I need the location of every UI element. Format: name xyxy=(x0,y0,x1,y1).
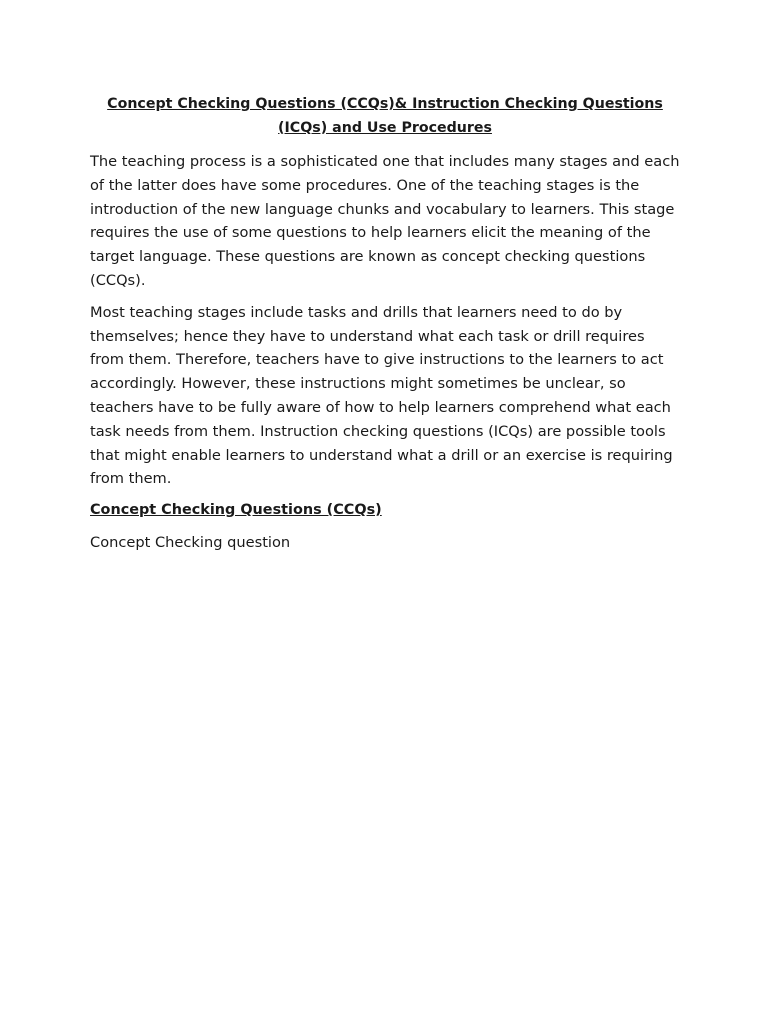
intro-paragraph: The teaching process is a sophisticated one that includes many stages and each of the latter does have some procedures. One of the teaching stages is the introduction of the new language chunks and vocabulary to learners. This stage requires the use of some questions to help learners elicit the meaning of the target language. These questions are known as concept checking questions (CCQs). xyxy=(90,153,680,289)
document-page xyxy=(90,93,680,563)
document-title: Concept Checking Questions (CCQs)& Instruction Checking Questions (ICQs) and Use Procedures xyxy=(107,96,663,136)
section-text: Concept Checking question xyxy=(90,533,291,551)
tasks-paragraph: Most teaching stages include tasks and drills that learners need to do by themselves; hence they have to understand what each task or drill requires from them. Therefore, teachers have to give instructions to the learners to act accordingly. However, these instructions might sometimes be unclear, so teachers have to be fully aware of how to help learners comprehend what each task needs from them. Instruction checking questions (ICQs) are possible tools that might enable learners to understand what a drill or an exercise is requiring from them. xyxy=(90,303,673,488)
section-heading-ccqs: Concept Checking Questions (CCQs) xyxy=(90,502,382,519)
